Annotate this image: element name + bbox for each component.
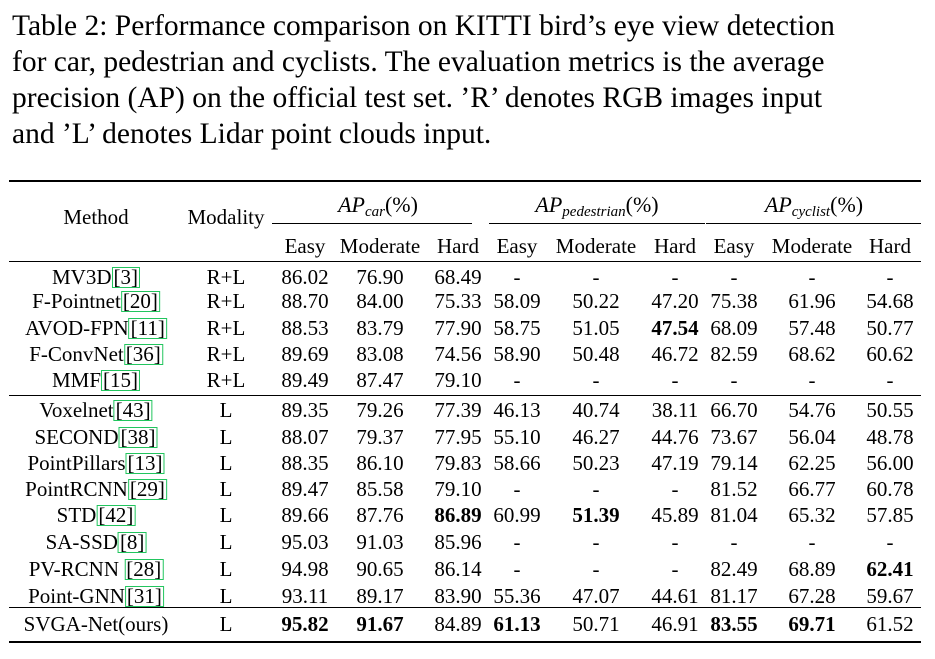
value-cell: -: [886, 368, 894, 392]
value-cell: 58.66: [493, 451, 541, 475]
value-cell: 79.37: [356, 425, 404, 449]
value-cell: 73.67: [710, 425, 758, 449]
value-cell: 88.35: [281, 451, 329, 475]
value-cell: 62.25: [788, 451, 836, 475]
method-cell: [25, 315, 167, 341]
citation-link[interactable]: [11]: [130, 316, 165, 340]
bottom-rule: [9, 641, 921, 643]
method-name: AVOD-FPN: [25, 316, 129, 340]
method-name: Voxelnet: [39, 398, 114, 422]
value-cell: 89.69: [281, 342, 329, 366]
value-cell: 84.89: [434, 612, 482, 636]
value-cell: -: [513, 530, 521, 554]
value-cell: 89.17: [356, 584, 404, 608]
value-cell: 55.36: [493, 584, 541, 608]
value-cell: 79.83: [434, 451, 482, 475]
value-cell: 57.48: [788, 316, 836, 340]
value-cell: 56.00: [866, 451, 914, 475]
value-cell: 58.90: [493, 342, 541, 366]
value-cell: -: [808, 368, 816, 392]
subheader-moderate: Moderate: [771, 234, 853, 258]
value-cell: 82.59: [710, 342, 758, 366]
value-cell: 84.00: [356, 289, 404, 313]
value-cell: 57.85: [866, 503, 914, 527]
value-cell: 47.07: [572, 584, 620, 608]
value-cell: 77.90: [434, 316, 482, 340]
value-cell: 50.77: [866, 316, 914, 340]
method-cell: [34, 424, 157, 450]
value-cell: -: [513, 557, 521, 581]
citation-link[interactable]: [36]: [125, 342, 161, 366]
value-cell: 88.07: [281, 425, 329, 449]
citation-link[interactable]: [15]: [103, 368, 139, 392]
value-cell: -: [513, 368, 521, 392]
method-cell: [29, 556, 164, 582]
method-name: PointRCNN: [25, 477, 128, 501]
group-rule-cyclist: [706, 223, 921, 224]
value-cell: 87.76: [356, 503, 404, 527]
value-cell: -: [592, 477, 600, 501]
citation-link[interactable]: [13]: [127, 451, 163, 475]
value-cell: 55.10: [493, 425, 541, 449]
method-cell: [39, 397, 152, 423]
modality-cell: R+L: [206, 342, 246, 366]
value-cell: 66.70: [710, 398, 758, 422]
value-cell: 61.96: [788, 289, 836, 313]
method-cell: [28, 583, 164, 609]
value-cell: -: [671, 557, 679, 581]
value-cell: -: [671, 477, 679, 501]
group-header-unit: (%): [830, 192, 864, 217]
value-cell: -: [808, 265, 816, 289]
group-header-car: [338, 192, 418, 225]
value-cell: 82.49: [710, 557, 758, 581]
value-cell: 91.67: [356, 612, 404, 636]
value-cell: 50.71: [572, 612, 620, 636]
value-cell: 95.03: [281, 530, 329, 554]
value-cell: 38.11: [651, 398, 699, 422]
group-header-subscript: car: [364, 204, 385, 220]
citation-link[interactable]: [20]: [122, 289, 158, 313]
group-header-base: AP: [764, 192, 792, 217]
subheader-hard: Hard: [869, 234, 911, 258]
value-cell: -: [730, 368, 738, 392]
value-cell: 77.95: [434, 425, 482, 449]
value-cell: 88.53: [281, 316, 329, 340]
value-cell: 94.98: [281, 557, 329, 581]
header-method: Method: [63, 205, 129, 229]
header-modality: Modality: [187, 205, 265, 229]
subheader-hard: Hard: [437, 234, 479, 258]
citation-link[interactable]: [38]: [120, 425, 156, 449]
value-cell: 83.08: [356, 342, 404, 366]
value-cell: -: [730, 265, 738, 289]
modality-cell: R+L: [206, 368, 246, 392]
value-cell: 86.02: [281, 265, 329, 289]
value-cell: -: [730, 530, 738, 554]
value-cell: 79.26: [356, 398, 404, 422]
method-cell: [27, 450, 164, 476]
value-cell: 58.75: [493, 316, 541, 340]
value-cell: 83.90: [434, 584, 482, 608]
citation-link[interactable]: [28]: [126, 557, 162, 581]
method-cell: [24, 611, 169, 637]
value-cell: 74.56: [434, 342, 482, 366]
value-cell: 54.76: [788, 398, 836, 422]
value-cell: 89.47: [281, 477, 329, 501]
value-cell: 79.14: [710, 451, 758, 475]
value-cell: 58.09: [493, 289, 541, 313]
value-cell: -: [671, 368, 679, 392]
value-cell: 61.52: [866, 612, 914, 636]
value-cell: 81.52: [710, 477, 758, 501]
method-cell: [52, 264, 140, 290]
value-cell: -: [592, 557, 600, 581]
value-cell: 68.62: [788, 342, 836, 366]
value-cell: -: [592, 530, 600, 554]
value-cell: 44.61: [651, 584, 699, 608]
citation-link[interactable]: [8]: [119, 530, 145, 554]
value-cell: 59.67: [866, 584, 914, 608]
value-cell: 85.96: [434, 530, 482, 554]
value-cell: 86.89: [434, 503, 482, 527]
subheader-easy: Easy: [284, 234, 326, 258]
modality-cell: L: [219, 477, 233, 501]
modality-separator-rule: [9, 395, 921, 396]
value-cell: 46.91: [651, 612, 699, 636]
method-cell: [32, 288, 160, 314]
method-name: PV-RCNN: [28, 557, 125, 581]
method-name: MV3D: [51, 265, 112, 289]
value-cell: 68.49: [434, 265, 482, 289]
value-cell: 91.03: [356, 530, 404, 554]
value-cell: 69.71: [788, 612, 836, 636]
group-rule-car: [272, 223, 472, 224]
value-cell: 48.78: [866, 425, 914, 449]
value-cell: 65.32: [788, 503, 836, 527]
value-cell: 68.09: [710, 316, 758, 340]
value-cell: -: [808, 530, 816, 554]
value-cell: 60.62: [866, 342, 914, 366]
top-rule: [9, 180, 921, 182]
value-cell: 89.66: [281, 503, 329, 527]
value-cell: 62.41: [866, 557, 914, 581]
modality-cell: L: [219, 398, 233, 422]
caption-line: precision (AP) on the official test set. ’R’ denotes RGB images input: [12, 82, 823, 114]
header-rule: [9, 261, 921, 262]
modality-cell: L: [219, 557, 233, 581]
modality-cell: L: [219, 425, 233, 449]
value-cell: 50.22: [572, 289, 620, 313]
value-cell: -: [513, 265, 521, 289]
method-cell: [46, 529, 147, 555]
value-cell: 61.13: [493, 612, 541, 636]
value-cell: 46.27: [572, 425, 620, 449]
modality-cell: L: [219, 612, 233, 636]
value-cell: 79.10: [434, 477, 482, 501]
value-cell: -: [886, 530, 894, 554]
value-cell: 51.05: [572, 316, 620, 340]
value-cell: 67.28: [788, 584, 836, 608]
subheader-easy: Easy: [713, 234, 755, 258]
method-name: F-Pointnet: [32, 289, 121, 313]
value-cell: 75.33: [434, 289, 482, 313]
value-cell: 50.48: [572, 342, 620, 366]
citation-link[interactable]: [43]: [115, 398, 151, 422]
modality-cell: R+L: [206, 316, 246, 340]
method-name: PointPillars: [27, 451, 126, 475]
value-cell: 93.11: [281, 584, 329, 608]
modality-cell: L: [219, 451, 233, 475]
value-cell: 85.58: [356, 477, 404, 501]
group-header-cyclist: [765, 192, 863, 225]
citation-link[interactable]: [31]: [126, 584, 162, 608]
value-cell: -: [592, 265, 600, 289]
group-header-pedestrian: [535, 192, 658, 225]
value-cell: 83.55: [710, 612, 758, 636]
value-cell: 76.90: [356, 265, 404, 289]
value-cell: 86.14: [434, 557, 482, 581]
group-header-subscript: pedestrian: [562, 204, 626, 220]
method-cell: [25, 476, 167, 502]
modality-cell: L: [219, 530, 233, 554]
value-cell: 46.13: [493, 398, 541, 422]
value-cell: 88.70: [281, 289, 329, 313]
method-cell: [57, 502, 136, 528]
value-cell: 45.89: [651, 503, 699, 527]
citation-link[interactable]: [42]: [98, 503, 134, 527]
group-header-base: AP: [338, 192, 365, 217]
modality-cell: R+L: [206, 289, 246, 313]
value-cell: 89.35: [281, 398, 329, 422]
value-cell: 83.79: [356, 316, 404, 340]
modality-cell: L: [219, 584, 233, 608]
modality-cell: R+L: [206, 265, 246, 289]
table-caption: [12, 8, 924, 152]
value-cell: 66.77: [788, 477, 836, 501]
method-name: STD: [56, 503, 97, 527]
value-cell: 81.17: [710, 584, 758, 608]
value-cell: -: [886, 265, 894, 289]
value-cell: 90.65: [356, 557, 404, 581]
value-cell: -: [592, 368, 600, 392]
value-cell: 89.49: [281, 368, 329, 392]
value-cell: 77.39: [434, 398, 482, 422]
value-cell: 68.89: [788, 557, 836, 581]
value-cell: 50.23: [572, 451, 620, 475]
value-cell: 86.10: [356, 451, 404, 475]
subheader-moderate: Moderate: [555, 234, 637, 258]
method-name: SVGA-Net(ours): [23, 612, 169, 636]
subheader-moderate: Moderate: [339, 234, 421, 258]
method-name: SECOND: [34, 425, 119, 449]
value-cell: 54.68: [866, 289, 914, 313]
caption-line: Table 2: Performance comparison on KITTI bird’s eye view detection: [12, 10, 835, 42]
caption-line: for car, pedestrian and cyclists. The evaluation metrics is the average: [12, 46, 825, 78]
value-cell: -: [513, 477, 521, 501]
method-cell: [52, 367, 140, 393]
method-name: Point-GNN: [28, 584, 125, 608]
value-cell: 79.10: [434, 368, 482, 392]
method-cell: [29, 341, 163, 367]
value-cell: 56.04: [788, 425, 836, 449]
method-name: MMF: [51, 368, 102, 392]
value-cell: 40.74: [572, 398, 620, 422]
caption-line: and ’L’ denotes Lidar point clouds input.: [12, 118, 492, 150]
value-cell: 47.20: [651, 289, 699, 313]
value-cell: 95.82: [281, 612, 329, 636]
citation-link[interactable]: [3]: [113, 265, 139, 289]
group-header-unit: (%): [384, 192, 418, 217]
value-cell: 47.54: [651, 316, 699, 340]
subheader-hard: Hard: [654, 234, 696, 258]
value-cell: 46.72: [651, 342, 699, 366]
group-header-base: AP: [535, 192, 563, 217]
value-cell: 44.76: [651, 425, 699, 449]
subheader-easy: Easy: [496, 234, 538, 258]
value-cell: 60.99: [493, 503, 541, 527]
value-cell: 60.78: [866, 477, 914, 501]
citation-link[interactable]: [29]: [129, 477, 165, 501]
value-cell: 87.47: [356, 368, 404, 392]
value-cell: 50.55: [866, 398, 914, 422]
value-cell: 51.39: [572, 503, 620, 527]
group-rule-pedestrian: [489, 223, 705, 224]
value-cell: 81.04: [710, 503, 758, 527]
group-header-subscript: cyclist: [791, 204, 831, 220]
value-cell: -: [671, 265, 679, 289]
value-cell: -: [671, 530, 679, 554]
value-cell: 75.38: [710, 289, 758, 313]
method-name: F-ConvNet: [29, 342, 124, 366]
method-name: SA-SSD: [45, 530, 118, 554]
value-cell: 47.19: [651, 451, 699, 475]
group-header-unit: (%): [625, 192, 659, 217]
modality-cell: L: [219, 503, 233, 527]
